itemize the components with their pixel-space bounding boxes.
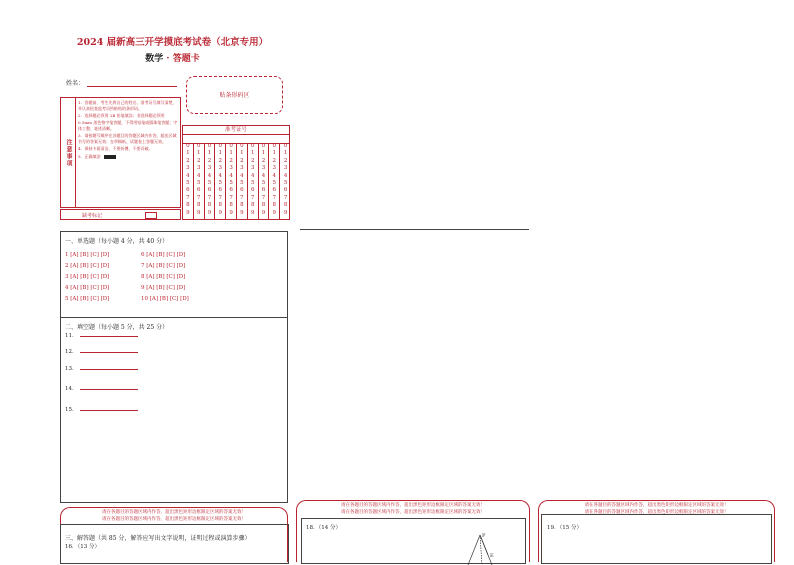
exam-number-column — [215, 143, 226, 219]
exam-digit-bubble[interactable]: 3 — [240, 165, 244, 172]
exam-digit-bubble[interactable]: 8 — [186, 202, 190, 209]
page-subtitle — [0, 51, 345, 64]
exam-digit-bubble[interactable]: 8 — [240, 202, 244, 209]
q18-answer-area[interactable] — [301, 518, 526, 564]
exam-number-column — [259, 143, 270, 219]
exam-digit-bubble[interactable]: 5 — [272, 180, 277, 187]
page-title: 2024 届新高三开学摸底考试卷（北京专用） — [76, 37, 269, 48]
absent-checkbox[interactable] — [145, 212, 157, 219]
mc-question-2[interactable]: 2 [A] [B] [C] [D] — [65, 263, 110, 269]
section-1-title: 一、单选题（每小题 4 分，共 40 分） — [65, 238, 169, 245]
fill-question-15: 15． — [65, 405, 138, 413]
exam-digit-bubble[interactable]: 5 — [283, 180, 288, 187]
exam-digit-bubble[interactable]: 1 — [283, 150, 288, 157]
exam-number-column — [237, 143, 248, 219]
exam-digit-bubble[interactable]: 5 — [186, 180, 190, 187]
q16-answer-area[interactable] — [60, 524, 289, 564]
exam-digit-bubble[interactable]: 0 — [272, 143, 277, 149]
notice-item: 1．答题前，考生先将自己的姓名、准考证号填写清楚，并认真检查监考员所粘贴的条形码。 — [78, 100, 177, 112]
exam-digit-bubble[interactable]: 1 — [250, 150, 255, 157]
warning-text: 请在各题目的答题区域内作答，超出黑色矩形边框限定区域的答案无效！ — [102, 517, 246, 522]
notice-fill-example: 5．正确填涂 — [78, 154, 178, 160]
fill-answer-line[interactable] — [80, 369, 138, 370]
fill-answer-line[interactable] — [80, 352, 138, 353]
section-3-title: 三、解答题（共 85 分，解答应写出文字说明，证明过程或演算步骤） — [65, 535, 251, 542]
exam-digit-bubble[interactable]: 3 — [250, 165, 255, 172]
exam-digit-bubble[interactable]: 7 — [283, 194, 288, 201]
figure-label-p: P — [482, 533, 486, 539]
answer-panel-1 — [60, 231, 288, 503]
q19-answer-area[interactable] — [541, 514, 772, 564]
warning-text: 请在各题目的答题区域内作答，超出黑色矩形边框限定区域的答案无效！ — [584, 510, 729, 515]
subject-label: 数学 — [145, 54, 164, 64]
exam-digit-bubble[interactable]: 1 — [186, 150, 190, 157]
exam-digit-bubble[interactable]: 1 — [272, 150, 277, 157]
exam-digit-bubble[interactable]: 4 — [240, 172, 244, 179]
notice-item: 3．请按题号顺序在各题目的答题区域内作答，超出区域书写的答案无效；在草稿纸、试题卷上答题无效。 — [78, 133, 177, 145]
exam-digit-bubble[interactable]: 0 — [196, 143, 201, 149]
warning-text: 请在各题目的答题区域内作答，超出黑色矩形边框限定区域的答案无效！ — [102, 510, 246, 515]
notice-items — [78, 100, 178, 161]
exam-digit-bubble[interactable]: 8 — [250, 202, 255, 209]
mc-question-7[interactable]: 7 [A] [B] [C] [D] — [141, 263, 186, 269]
exam-digit-bubble[interactable]: 2 — [240, 157, 244, 164]
exam-digit-bubble[interactable]: 2 — [229, 157, 233, 164]
exam-digit-bubble[interactable]: 9 — [207, 209, 212, 216]
warning-text: 请在各题目的答题区域内作答，超出黑色矩形边框限定区域的答案无效！ — [341, 510, 485, 515]
exam-number-label: 准考证号 — [183, 126, 289, 135]
exam-digit-bubble[interactable]: 0 — [240, 143, 244, 149]
exam-digit-bubble[interactable]: 9 — [250, 209, 255, 216]
mc-question-6[interactable]: 6 [A] [B] [C] [D] — [141, 252, 186, 258]
exam-digit-bubble[interactable]: 1 — [240, 150, 244, 157]
exam-digit-bubble[interactable]: 7 — [218, 194, 223, 201]
warning-text: 请在各题目的答题区域内作答，超出黑色矩形边框限定区域的答案无效！ — [341, 503, 485, 508]
name-field[interactable] — [87, 86, 177, 87]
exam-digit-bubble[interactable]: 5 — [240, 180, 244, 187]
exam-number-column — [269, 143, 280, 219]
exam-digit-bubble[interactable]: 2 — [250, 157, 255, 164]
q18-label: 18．（14 分） — [306, 525, 341, 531]
exam-digit-bubble[interactable]: 6 — [186, 187, 190, 194]
barcode-area: 贴条形码区 — [186, 76, 283, 114]
exam-digit-bubble[interactable]: 3 — [186, 165, 190, 172]
fill-question-14: 14． — [65, 384, 138, 392]
pyramid-figure — [460, 531, 500, 565]
exam-digit-bubble[interactable]: 7 — [250, 194, 255, 201]
exam-digit-bubble[interactable]: 6 — [218, 187, 223, 194]
name-label: 姓名： — [66, 80, 85, 87]
exam-digit-bubble[interactable]: 4 — [261, 172, 266, 179]
exam-digit-bubble[interactable]: 7 — [229, 194, 233, 201]
exam-digit-bubble[interactable]: 1 — [207, 150, 212, 157]
exam-digit-bubble[interactable]: 3 — [261, 165, 266, 172]
exam-digit-bubble[interactable]: 3 — [229, 165, 233, 172]
exam-digit-bubble[interactable]: 5 — [207, 180, 212, 187]
exam-number-column — [226, 143, 237, 219]
answer-panel-3 — [296, 500, 530, 562]
exam-digit-bubble[interactable]: 6 — [272, 187, 277, 194]
exam-digit-bubble[interactable]: 7 — [196, 194, 201, 201]
exam-digit-bubble[interactable]: 7 — [186, 194, 190, 201]
exam-number-grid — [182, 125, 290, 220]
exam-digit-bubble[interactable]: 0 — [283, 143, 288, 149]
exam-digit-bubble[interactable]: 4 — [196, 172, 201, 179]
exam-digit-bubble[interactable]: 2 — [272, 157, 277, 164]
exam-digit-bubble[interactable]: 3 — [196, 165, 201, 172]
exam-digit-bubble[interactable]: 6 — [250, 187, 255, 194]
name-row — [66, 78, 177, 87]
exam-digit-bubble[interactable]: 8 — [207, 202, 212, 209]
exam-digit-bubble[interactable]: 1 — [261, 150, 266, 157]
exam-digit-bubble[interactable]: 4 — [207, 172, 212, 179]
exam-number-column — [248, 143, 259, 219]
section-2-title: 二、填空题（每小题 5 分，共 25 分） — [65, 324, 169, 331]
exam-digit-bubble[interactable]: 6 — [261, 187, 266, 194]
mc-question-10[interactable]: 10 [A] [B] [C] [D] — [141, 296, 189, 302]
exam-digit-bubble[interactable]: 4 — [283, 172, 288, 179]
exam-digit-bubble[interactable]: 9 — [283, 209, 288, 216]
exam-digit-bubble[interactable]: 0 — [229, 143, 233, 149]
exam-digit-bubble[interactable]: 7 — [240, 194, 244, 201]
notice-item: 4．保持卡面清洁，不要折叠、不要弄破。 — [78, 146, 153, 152]
exam-digit-bubble[interactable]: 7 — [261, 194, 266, 201]
absent-mark-row — [60, 209, 181, 220]
exam-digit-bubble[interactable]: 5 — [229, 180, 233, 187]
exam-digit-bubble[interactable]: 3 — [207, 165, 212, 172]
q16-label: 16．（13 分） — [65, 544, 100, 550]
exam-digit-bubble[interactable]: 8 — [196, 202, 201, 209]
exam-digit-bubble[interactable]: 6 — [229, 187, 233, 194]
exam-digit-bubble[interactable]: 2 — [207, 157, 212, 164]
exam-digit-bubble[interactable]: 9 — [186, 209, 190, 216]
exam-digit-bubble[interactable]: 9 — [261, 209, 266, 216]
figure-label-e: E — [490, 553, 494, 559]
exam-digit-bubble[interactable]: 0 — [261, 143, 266, 149]
exam-digit-bubble[interactable]: 8 — [272, 202, 277, 209]
exam-digit-bubble[interactable]: 0 — [186, 143, 190, 149]
exam-digit-bubble[interactable]: 1 — [196, 150, 201, 157]
mc-question-9[interactable]: 9 [A] [B] [C] [D] — [141, 285, 186, 291]
exam-digit-bubble[interactable]: 9 — [218, 209, 223, 216]
exam-digit-bubble[interactable]: 2 — [186, 157, 190, 164]
filled-bubble-sample — [104, 155, 116, 159]
fill-question-12: 12． — [65, 347, 138, 355]
divider-line — [300, 229, 529, 230]
subtitle-separator: · — [166, 54, 170, 64]
exam-digit-bubble[interactable]: 4 — [229, 172, 233, 179]
exam-digit-bubble[interactable]: 7 — [272, 194, 277, 201]
notice-box — [60, 97, 181, 208]
absent-label: 缺考标记 — [82, 212, 103, 219]
notice-label: 注意事项 — [61, 98, 76, 207]
exam-digit-bubble[interactable]: 3 — [272, 165, 277, 172]
exam-digit-bubble[interactable]: 5 — [250, 180, 255, 187]
mc-question-3[interactable]: 3 [A] [B] [C] [D] — [65, 274, 110, 280]
exam-number-column — [280, 143, 291, 219]
exam-digit-bubble[interactable]: 4 — [218, 172, 223, 179]
exam-number-column — [183, 143, 194, 219]
exam-number-column — [205, 143, 216, 219]
exam-digit-bubble[interactable]: 5 — [261, 180, 266, 187]
exam-digit-bubble[interactable]: 9 — [240, 209, 244, 216]
exam-digit-bubble[interactable]: 8 — [218, 202, 223, 209]
fill-answer-line[interactable] — [80, 389, 138, 390]
fill-answer-line[interactable] — [80, 336, 138, 337]
exam-digit-bubble[interactable]: 2 — [283, 157, 288, 164]
exam-digit-bubble[interactable]: 8 — [261, 202, 266, 209]
card-type-label: 答题卡 — [172, 54, 200, 64]
exam-digit-bubble[interactable]: 6 — [207, 187, 212, 194]
exam-digit-bubble[interactable]: 4 — [186, 172, 190, 179]
exam-digit-bubble[interactable]: 5 — [196, 180, 201, 187]
exam-digit-bubble[interactable]: 0 — [218, 143, 223, 149]
section-divider — [61, 317, 287, 318]
exam-digit-bubble[interactable]: 2 — [196, 157, 201, 164]
fill-answer-line[interactable] — [80, 410, 138, 411]
exam-digit-bubble[interactable]: 7 — [207, 194, 212, 201]
exam-digit-bubble[interactable]: 4 — [272, 172, 277, 179]
exam-digit-bubble[interactable]: 3 — [283, 165, 288, 172]
mc-question-1[interactable]: 1 [A] [B] [C] [D] — [65, 252, 110, 258]
exam-digit-bubble[interactable]: 5 — [218, 180, 223, 187]
exam-digit-bubble[interactable]: 0 — [250, 143, 255, 149]
exam-digit-bubble[interactable]: 9 — [229, 209, 233, 216]
exam-digit-bubble[interactable]: 1 — [229, 150, 233, 157]
fill-question-11: 11． — [65, 331, 138, 339]
exam-digit-bubble[interactable]: 3 — [218, 165, 223, 172]
exam-digit-bubble[interactable]: 9 — [196, 209, 201, 216]
notice-item: 2．选择题必须用 2B 铅笔填涂；非选择题必须用 0.5mm 黑色签字笔答题，不得用铅笔或圆珠笔答题；字体工整、笔迹清晰。 — [78, 113, 178, 131]
mc-question-4[interactable]: 4 [A] [B] [C] [D] — [65, 285, 110, 291]
answer-panel-4 — [538, 500, 775, 562]
exam-digit-bubble[interactable]: 2 — [261, 157, 266, 164]
exam-digit-bubble[interactable]: 4 — [250, 172, 255, 179]
warning-text: 请在各题目的答题区域内作答，超出黑色矩形边框限定区域的答案无效！ — [584, 503, 729, 508]
exam-number-column — [194, 143, 205, 219]
exam-digit-bubble[interactable]: 6 — [196, 187, 201, 194]
exam-digit-bubble[interactable]: 1 — [218, 150, 223, 157]
exam-digit-bubble[interactable]: 8 — [229, 202, 233, 209]
exam-digit-bubble[interactable]: 6 — [283, 187, 288, 194]
q19-label: 19．（15 分） — [547, 525, 582, 531]
exam-digit-bubble[interactable]: 0 — [207, 143, 212, 149]
mc-question-8[interactable]: 8 [A] [B] [C] [D] — [141, 274, 186, 280]
exam-digit-bubble[interactable]: 2 — [218, 157, 223, 164]
exam-digit-bubble[interactable]: 9 — [272, 209, 277, 216]
answer-panel-2 — [60, 507, 288, 562]
exam-digit-bubble[interactable]: 6 — [240, 187, 244, 194]
mc-question-5[interactable]: 5 [A] [B] [C] [D] — [65, 296, 110, 302]
exam-digit-bubble[interactable]: 8 — [283, 202, 288, 209]
fill-question-13: 13． — [65, 364, 138, 372]
